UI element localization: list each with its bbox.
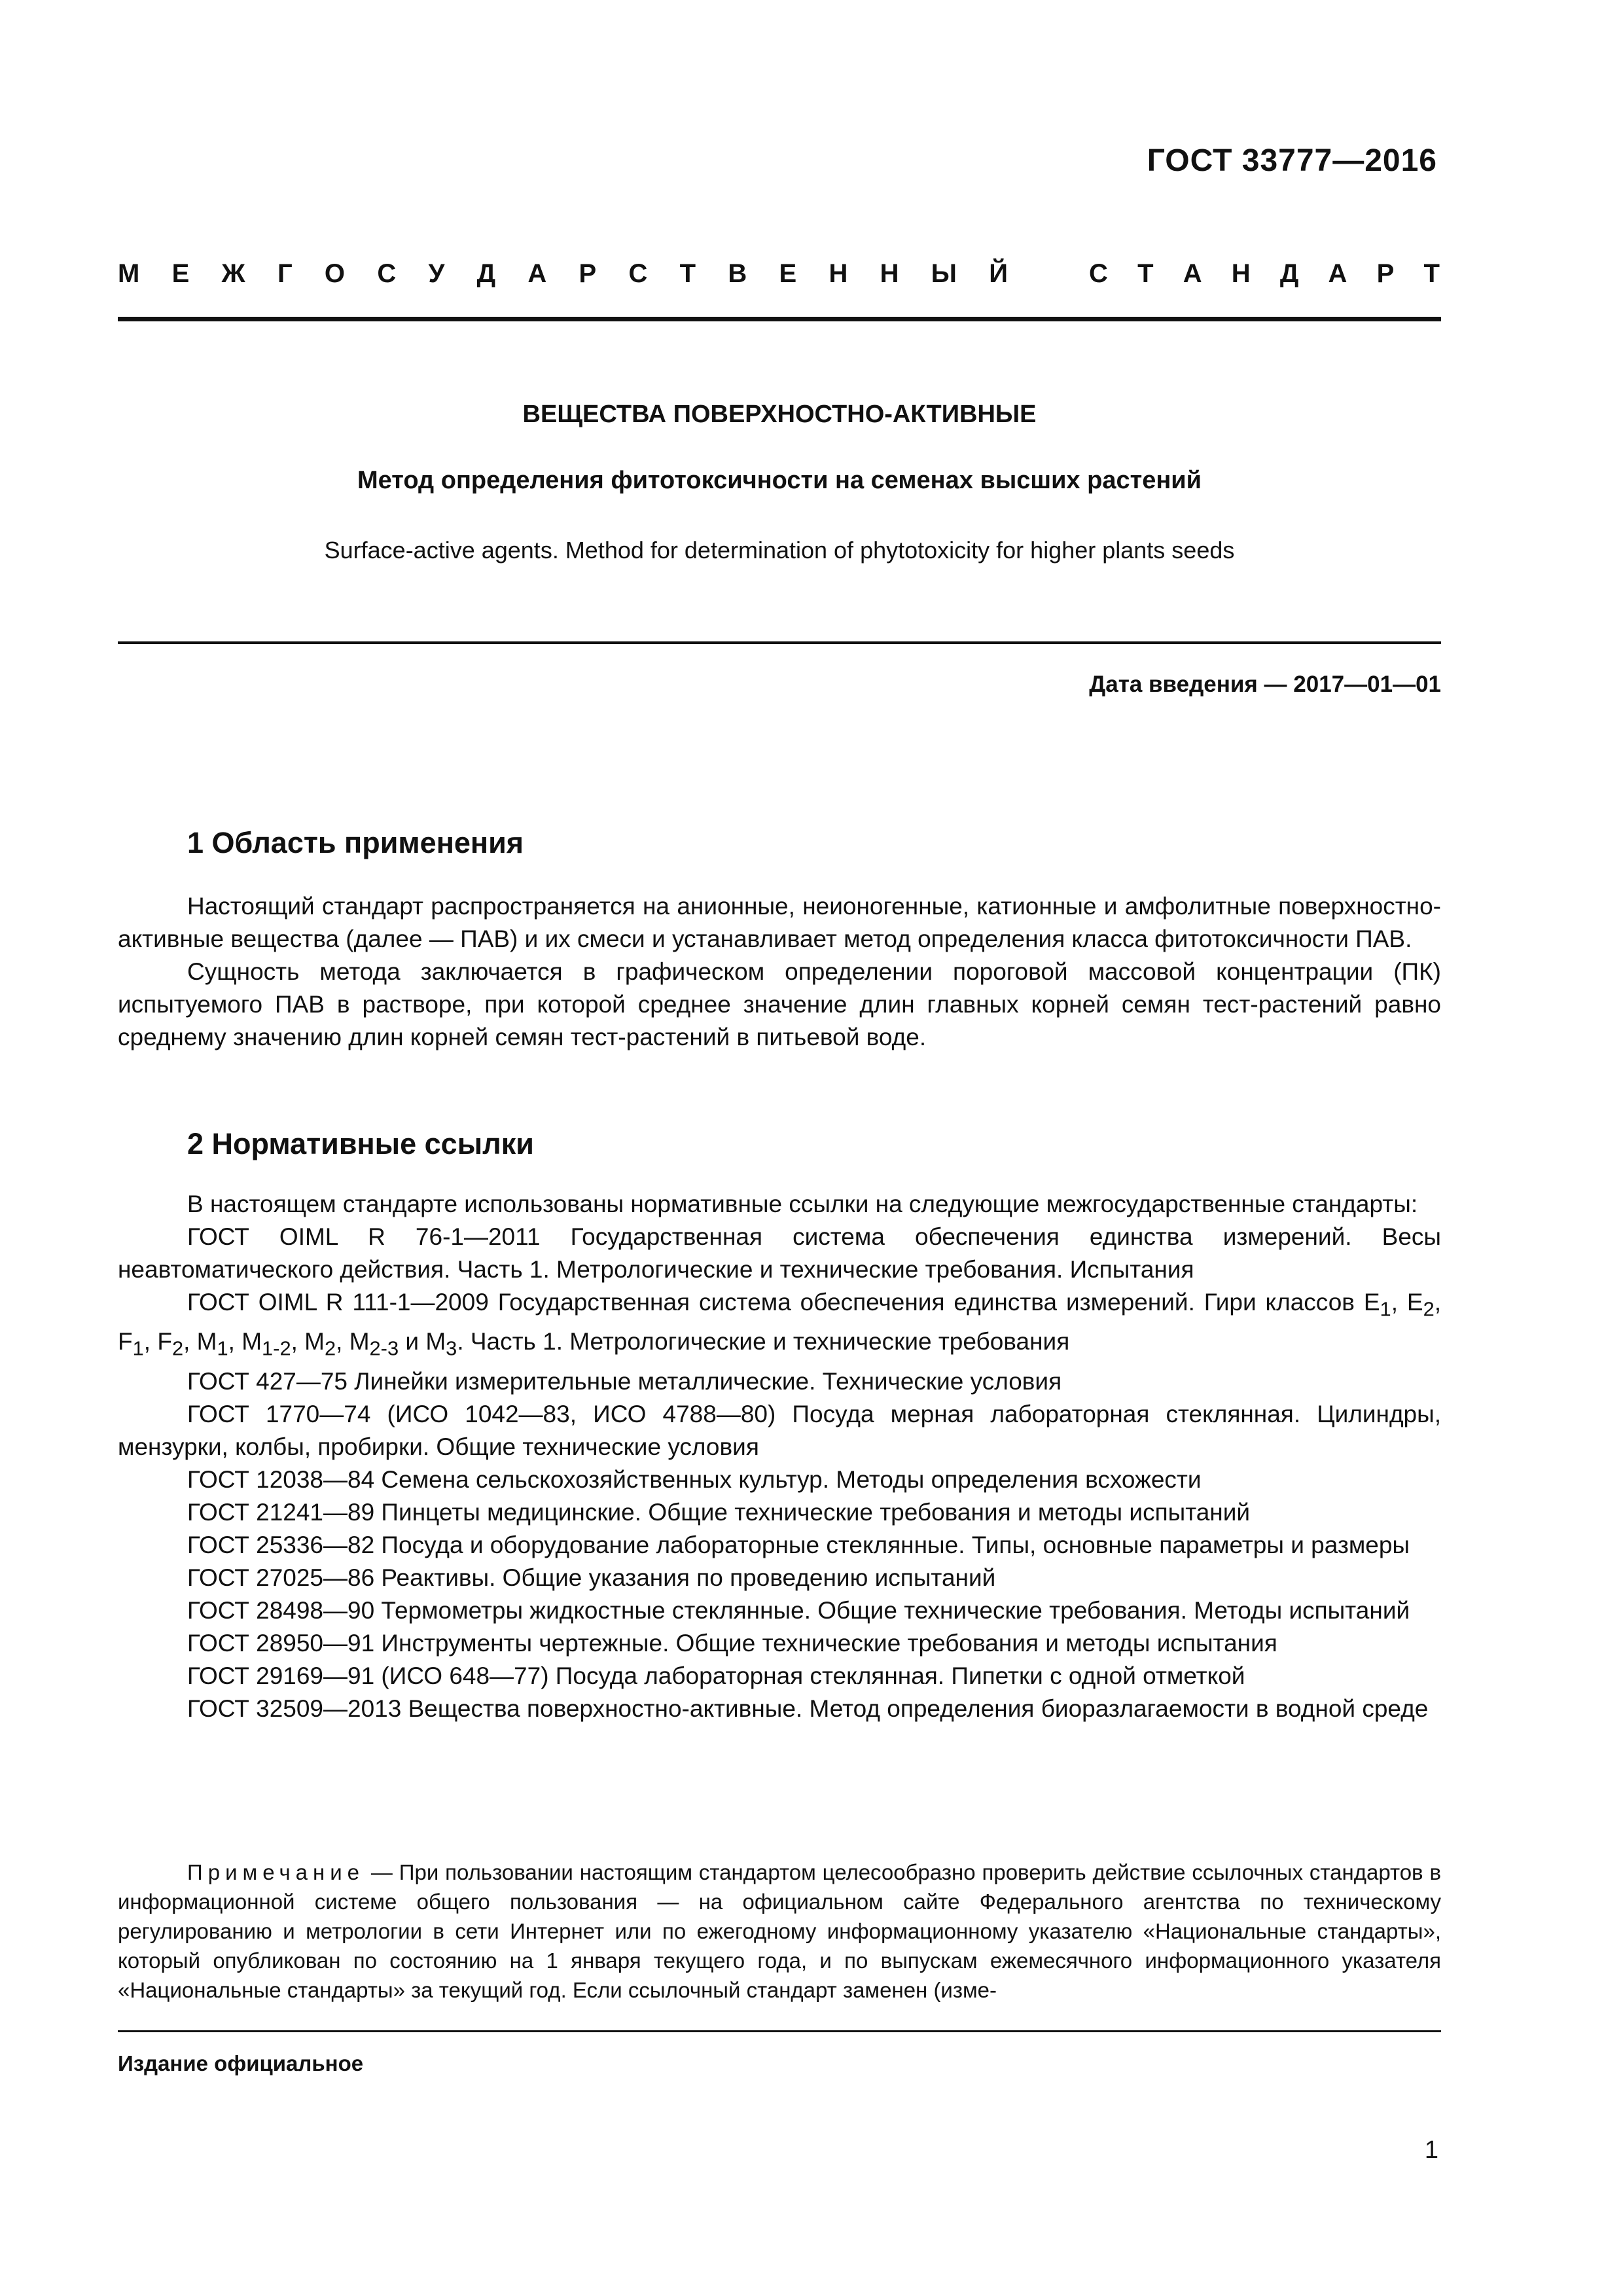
title-rule xyxy=(118,641,1441,644)
reference-item: ГОСТ 427—75 Линейки измерительные металлические. Технические условия xyxy=(187,1367,1062,1395)
reference-item: ГОСТ 12038—84 Семена сельскохозяйственных культур. Методы определения всхожести xyxy=(187,1465,1202,1493)
reference-text: ГОСТ OIML R 111-1—2009 Государственная система обеспечения единства измерений. Гири классов $E_1$, $E_2$, $F_1$, $F_2$, $M_1$, $M_{1-2}$, $M_2$, $M_{2-3}$ и $M_3$. Часть 1. Метрологические и технические требования xyxy=(118,1289,1441,1360)
reference-item: ГОСТ 1770—74 (ИСО 1042—83, ИСО 4788—80) Посуда мерная лабораторная стеклянная. Цилиндры, мензурки, колбы, пробирки. Общие технические условия xyxy=(118,1400,1441,1460)
reference-item: ГОСТ 21241—89 Пинцеты медицинские. Общие технические требования и методы испытаний xyxy=(187,1498,1251,1526)
interstate-standard-banner xyxy=(118,259,1440,289)
banner-letter: У xyxy=(428,259,445,288)
banner-letter: Ж xyxy=(221,259,245,288)
note-text: — При пользовании настоящим стандартом целесообразно проверить действие ссылочных стандартов в информационной системе общего пользования — на официальном сайте Федерального агентства по техническому регулированию и метрологии в сети Интернет или по ежегодному информационному указателю «Национальные стандарты», который опубликован по состоянию на 1 января текущего года, и по выпускам ежемесячного информационного указателя «Национальные стандарты» за текущий год. Если ссылочный стандарт заменен (изме- xyxy=(118,1860,1441,2002)
banner-letter: Н xyxy=(829,259,848,288)
banner-letter: С xyxy=(628,259,648,288)
document-subtitle: Метод определения фитотоксичности на семенах высших растений xyxy=(357,467,1202,494)
reference-item: ГОСТ 27025—86 Реактивы. Общие указания по проведению испытаний xyxy=(187,1564,996,1591)
banner-word-standard xyxy=(1089,259,1440,289)
reference-item: ГОСТ 28498—90 Термометры жидкостные стеклянные. Общие технические требования. Методы испытаний xyxy=(187,1596,1410,1624)
references-note xyxy=(118,1857,1441,2005)
document-title-english: Surface-active agents. Method for determination of phytotoxicity for higher plants seeds xyxy=(324,537,1235,564)
banner-letter: Н xyxy=(1231,259,1251,288)
banner-word-interstate xyxy=(118,259,1008,289)
introduction-date: Дата введения — 2017—01—01 xyxy=(1089,672,1441,697)
banner-letter: Е xyxy=(779,259,797,288)
note-label: Примечание xyxy=(187,1860,365,1884)
section-1-body xyxy=(118,890,1441,1054)
standard-code: ГОСТ 33777—2016 xyxy=(1147,143,1437,178)
banner-letter: Н xyxy=(880,259,899,288)
page-number: 1 xyxy=(1424,2136,1438,2164)
banner-letter: С xyxy=(377,259,397,288)
banner-letter: А xyxy=(1328,259,1347,288)
reference-item: ГОСТ OIML R 76-1—2011 Государственная система обеспечения единства измерений. Весы неавтоматического действия. Часть 1. Метрологические и технические требования. Испытания xyxy=(118,1223,1441,1283)
document-title: ВЕЩЕСТВА ПОВЕРХНОСТНО-АКТИВНЫЕ xyxy=(522,401,1037,428)
banner-letter: О xyxy=(324,259,346,288)
banner-letter: Д xyxy=(1279,259,1299,288)
banner-letter: Г xyxy=(277,259,293,288)
section-1-paragraph: Сущность метода заключается в графическом определении пороговой массовой концентрации (ПК) испытуемого ПАВ в растворе, при которой среднее значение длин главных корней семян тест-растений равно среднему значению длин корней семян тест-растений в питьевой воде. xyxy=(118,958,1441,1050)
banner-letter: В xyxy=(728,259,747,288)
banner-letter: Д xyxy=(476,259,496,288)
reference-item: ГОСТ 32509—2013 Вещества поверхностно-активные. Метод определения биоразлагаемости в водной среде xyxy=(187,1695,1429,1722)
section-1-heading: 1 Область применения xyxy=(187,826,524,859)
section-1-paragraph: Настоящий стандарт распространяется на анионные, неионогенные, катионные и амфолитные поверхностно-активные вещества (далее — ПАВ) и их смеси и устанавливает метод определения класса фитотоксичности ПАВ. xyxy=(118,893,1441,952)
banner-letter: А xyxy=(527,259,547,288)
header-rule xyxy=(118,317,1441,321)
banner-letter: М xyxy=(118,259,140,288)
official-edition-label: Издание официальное xyxy=(118,2051,364,2075)
references-intro: В настоящем стандарте использованы нормативные ссылки на следующие межгосударственные стандарты: xyxy=(187,1191,1418,1217)
reference-item: ГОСТ 25336—82 Посуда и оборудование лабораторные стеклянные. Типы, основные параметры и размеры xyxy=(187,1531,1410,1558)
banner-letter: Т xyxy=(1423,259,1440,288)
section-2-body xyxy=(118,1188,1441,1725)
footer-rule xyxy=(118,2030,1441,2032)
banner-letter: Р xyxy=(1376,259,1395,288)
banner-letter: Й xyxy=(989,259,1008,288)
section-2-heading: 2 Нормативные ссылки xyxy=(187,1127,534,1160)
banner-letter: С xyxy=(1089,259,1108,288)
reference-item: ГОСТ 28950—91 Инструменты чертежные. Общие технические требования и методы испытания xyxy=(187,1629,1277,1657)
banner-letter: Ы xyxy=(931,259,957,288)
banner-letter: Р xyxy=(579,259,597,288)
banner-letter: Т xyxy=(679,259,696,288)
banner-letter: А xyxy=(1183,259,1202,288)
banner-letter: Т xyxy=(1137,259,1154,288)
note-paragraph xyxy=(118,1857,1441,2005)
reference-item xyxy=(118,1286,1441,1365)
reference-item: ГОСТ 29169—91 (ИСО 648—77) Посуда лабораторная стеклянная. Пипетки с одной отметкой xyxy=(187,1662,1245,1689)
banner-letter: Е xyxy=(171,259,190,288)
